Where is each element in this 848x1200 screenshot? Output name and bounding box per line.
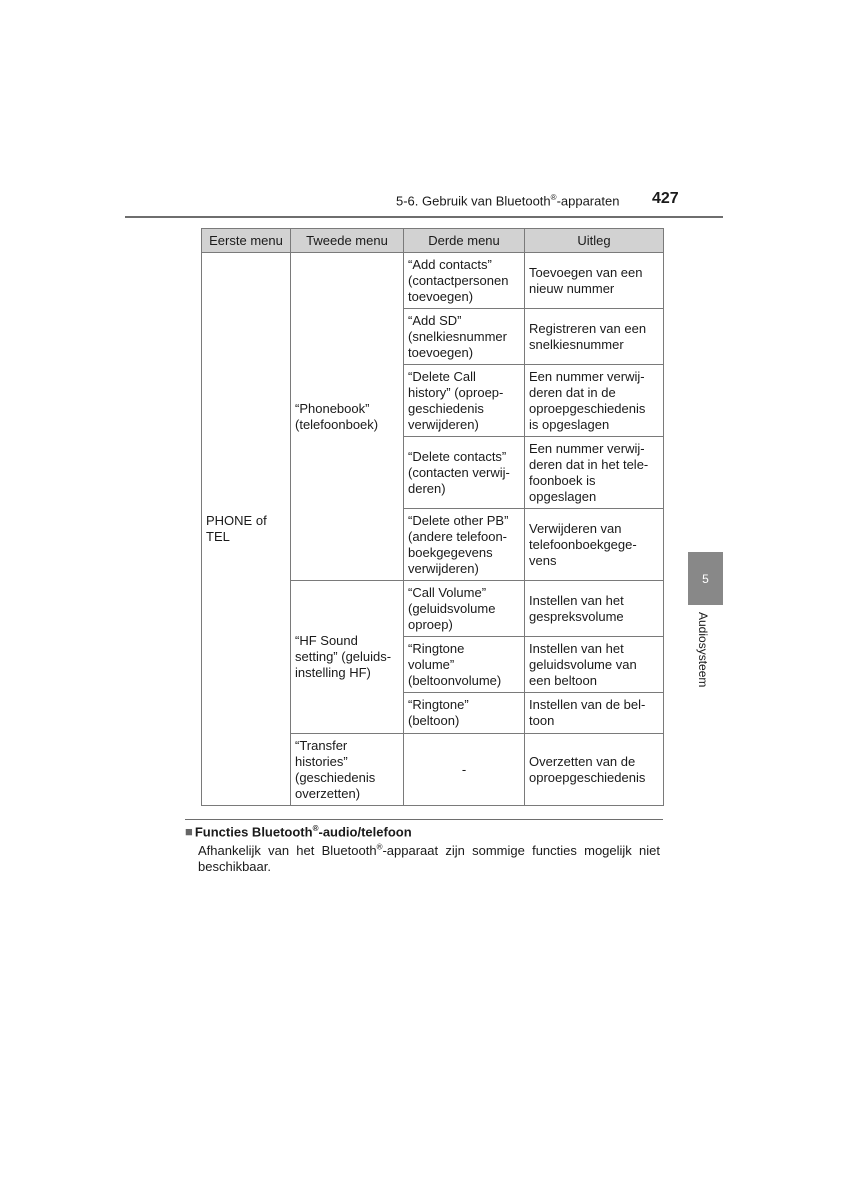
second-menu-transfer: “Transfer histories” (geschiedenis overzetten) [291, 734, 404, 806]
explanation-cell: Toevoegen van een nieuw nummer [525, 253, 664, 309]
third-menu-cell: “Ringtone volume” (beltoonvolume) [404, 637, 525, 693]
third-menu-cell: “Delete contacts” (contacten verwij- deren) [404, 437, 525, 509]
third-menu-cell: “Delete Call history” (oproep- geschiedenis verwijderen) [404, 365, 525, 437]
third-menu-cell: “Call Volume” (geluidsvolume oproep) [404, 581, 525, 637]
column-header-explanation: Uitleg [525, 229, 664, 253]
second-menu-phonebook: “Phonebook” (telefoonboek) [291, 253, 404, 581]
column-header-second-menu: Tweede menu [291, 229, 404, 253]
header-registered-mark: ® [550, 193, 557, 202]
third-menu-cell: “Delete other PB” (andere telefoon- boekgegevens verwijderen) [404, 509, 525, 581]
third-menu-cell: “Ringtone” (beltoon) [404, 693, 525, 734]
table-row [202, 253, 664, 309]
section-heading [185, 824, 412, 839]
explanation-cell: Instellen van het geluidsvolume van een beltoon [525, 637, 664, 693]
third-menu-cell: - [404, 734, 525, 806]
third-menu-cell: “Add contacts” (contactpersonen toevoegen) [404, 253, 525, 309]
explanation-cell: Instellen van de bel- toon [525, 693, 664, 734]
section-body-prefix: Afhankelijk van het Bluetooth [198, 843, 377, 858]
chapter-number: 5 [702, 571, 709, 586]
header-section-suffix: -apparaten [556, 193, 620, 209]
section-body-suffix: -apparaat zijn sommige functies mogelijk niet beschikbaar. [198, 843, 661, 874]
second-menu-hf-sound: “HF Sound setting” (geluids- instelling HF) [291, 581, 404, 734]
chapter-title: Audiosysteem [696, 612, 710, 688]
explanation-cell: Instellen van het gespreksvolume [525, 581, 664, 637]
explanation-cell: Een nummer verwij- deren dat in het tele- foonboek is opgeslagen [525, 437, 664, 509]
section-body [198, 843, 660, 875]
square-bullet-icon: ■ [185, 824, 193, 840]
column-header-first-menu: Eerste menu [202, 229, 291, 253]
page-number: 427 [652, 190, 679, 207]
header-divider [125, 216, 723, 218]
explanation-cell: Overzetten van de oproepgeschiedenis [525, 734, 664, 806]
section-title-suffix: -audio/telefoon [318, 824, 412, 840]
first-menu-cell: PHONE of TEL [202, 253, 291, 806]
section-title-prefix: Functies Bluetooth [194, 824, 313, 840]
third-menu-cell: “Add SD” (snelkiesnummer toevoegen) [404, 309, 525, 365]
header-section-prefix: 5-6. Gebruik van Bluetooth [396, 193, 551, 209]
explanation-cell: Registreren van een snelkiesnummer [525, 309, 664, 365]
section-title-registered-mark: ® [312, 824, 319, 833]
explanation-cell: Een nummer verwij- deren dat in de oproepgeschiedenis is opgeslagen [525, 365, 664, 437]
menu-table [201, 228, 664, 806]
column-header-third-menu: Derde menu [404, 229, 525, 253]
section-body-registered-mark: ® [376, 842, 383, 852]
chapter-tab [688, 552, 723, 605]
explanation-cell: Verwijderen van telefoonboekgege- vens [525, 509, 664, 581]
section-divider [185, 819, 663, 820]
table-header-row [202, 229, 664, 253]
header-section-title [396, 193, 619, 208]
